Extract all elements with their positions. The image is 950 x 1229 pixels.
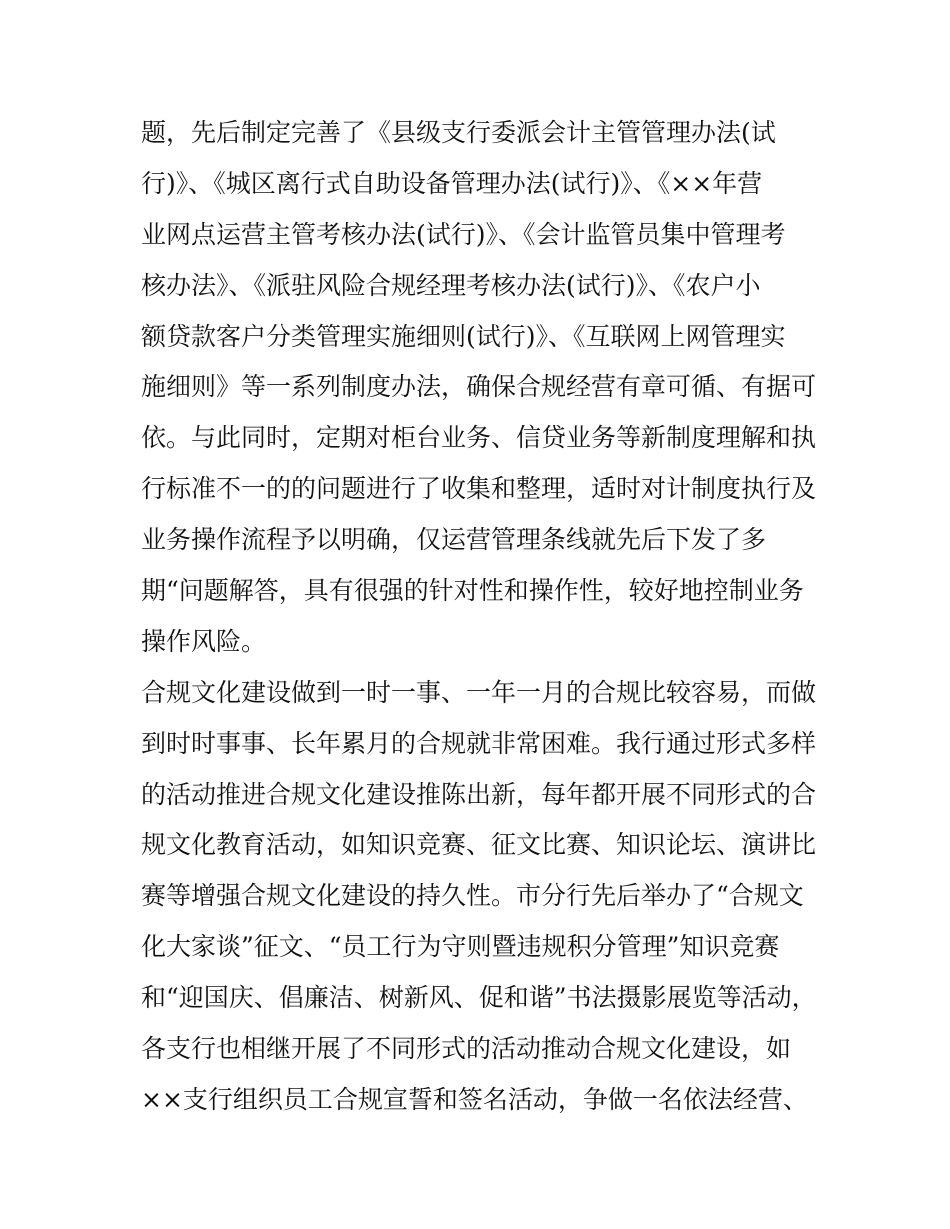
text-line: 依。与此同时，定期对柜台业务、信贷业务等新制度理解和执: [141, 423, 817, 453]
text-line: 施细则》等一系列制度办法，确保合规经营有章可循、有据可: [141, 372, 817, 402]
text-line: 期“问题解答，具有很强的针对性和操作性，较好地控制业务: [141, 576, 804, 606]
text-line: 化大家谈”征文、“员工行为守则暨违规积分管理”知识竞赛: [141, 932, 780, 962]
text-line: ××支行组织员工合规宣誓和签名活动，争做一名依法经营、: [141, 1084, 808, 1114]
text-line: 到时时事事、长年累月的合规就非常困难。我行通过形式多样: [141, 728, 817, 758]
text-line: 各支行也相继开展了不同形式的活动推动合规文化建设，如: [141, 1034, 792, 1064]
document-body: [141, 108, 821, 1126]
text-line: 行标准不一的的问题进行了收集和整理，适时对计制度执行及: [141, 474, 817, 504]
text-line: 行)》、《城区离行式自助设备管理办法(试行)》、《××年营: [141, 168, 763, 198]
text-line: 业网点运营主管考核办法(试行)》、《会计监管员集中管理考: [141, 219, 786, 249]
text-line: 题，先后制定完善了《县级支行委派会计主管管理办法(试: [141, 118, 776, 147]
text-line: 赛等增强合规文化建设的持久性。市分行先后举办了“合规文: [141, 881, 804, 911]
text-line: 操作风险。: [141, 626, 267, 656]
text-line: 的活动推进合规文化建设推陈出新，每年都开展不同形式的合: [141, 779, 817, 809]
text-line: 合规文化建设做到一时一事、一年一月的合规比较容易，而做: [141, 677, 817, 707]
text-line: 和“迎国庆、倡廉洁、树新风、促和谐”书法摄影展览等活动，: [141, 983, 817, 1013]
paragraph-2: [141, 668, 821, 1126]
text-line: 核办法》、《派驻风险合规经理考核办法(试行)》、《农户小: [141, 270, 761, 300]
text-line: 业务操作流程予以明确，仅运营管理条线就先后下发了多: [141, 525, 767, 555]
text-line: 额贷款客户分类管理实施细则(试行)》、《互联网上网管理实: [141, 321, 786, 351]
text-line: 规文化教育活动，如知识竞赛、征文比赛、知识论坛、演讲比: [141, 830, 817, 860]
paragraph-1: [141, 108, 821, 668]
